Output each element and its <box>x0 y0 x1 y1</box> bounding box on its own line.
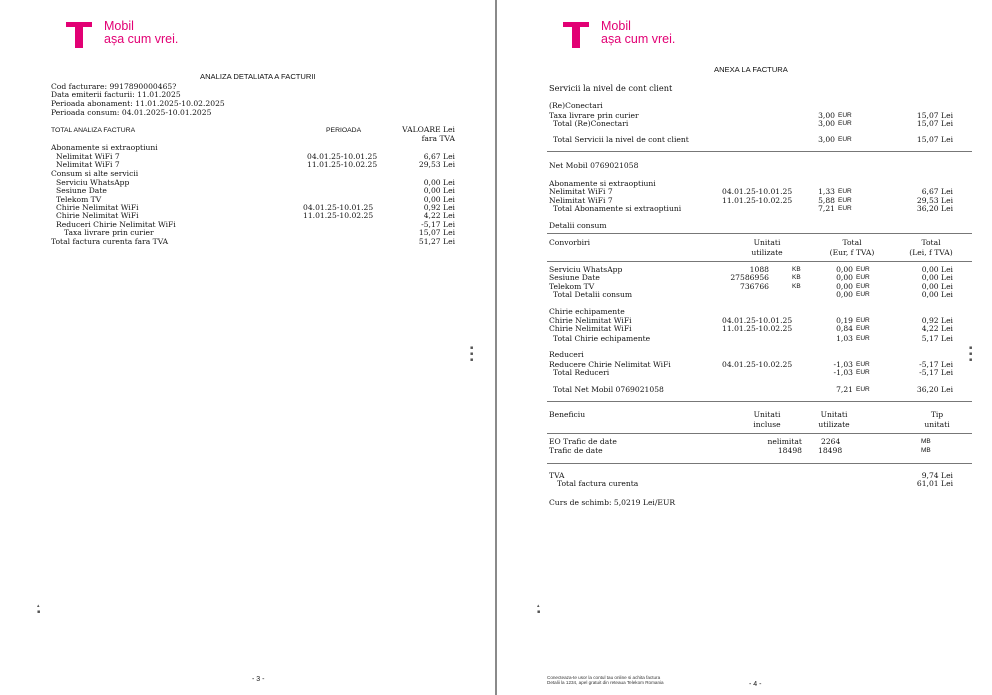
row-value: 0,00 Lei <box>423 195 455 204</box>
subtotal-currency: EUR <box>838 205 852 212</box>
row-period: 11.01.25-10.02.25 <box>722 324 793 333</box>
logo-slogan: Mobil așa cum vrei. <box>601 19 676 46</box>
row-lei: 4,22 Lei <box>921 324 953 333</box>
row-label: Serviciu WhatsApp <box>549 265 623 274</box>
row-tip: MB <box>921 438 931 445</box>
row-value: 0,00 Lei <box>423 186 455 195</box>
col-header-convorbiri: Convorbiri <box>549 238 591 247</box>
t-logo-icon <box>66 18 92 48</box>
total-value: 51,27 Lei <box>418 237 455 246</box>
subtotal-lei: 5,17 Lei <box>921 334 953 343</box>
col-header-incluse: Unitati <box>753 410 781 419</box>
info-line: Perioada consum: 04.01.2025-10.01.2025 <box>51 108 212 117</box>
side-mark: ▪ ▪ ▪ <box>470 345 474 363</box>
divider <box>547 261 972 262</box>
info-line: Data emiterii facturii: 11.01.2025 <box>51 90 181 99</box>
row-label: EO Trafic de date <box>549 437 617 446</box>
row-label: Nelimitat WiFi 7 <box>549 187 613 196</box>
row-period: 04.01.25-10.02.25 <box>722 360 793 369</box>
row-label: Sesiune Date <box>56 186 107 195</box>
divider <box>547 463 972 464</box>
row-currency: EUR <box>856 266 870 273</box>
group-title: Chirie echipamente <box>549 307 625 316</box>
subtotal-lei: 36,20 Lei <box>916 204 953 213</box>
subtotal-eur: 3,00 <box>818 119 835 128</box>
row-period: 04.01.25-10.01.25 <box>722 187 793 196</box>
subtotal-label: Total Chirie echipamente <box>553 334 651 343</box>
factura-total-label: Total factura curenta <box>557 479 639 488</box>
row-utilizate: 2264 <box>821 437 841 446</box>
row-currency: EUR <box>838 197 852 204</box>
row-currency: EUR <box>838 188 852 195</box>
row-lei: 0,92 Lei <box>921 316 953 325</box>
row-label: Telekom TV <box>549 282 595 291</box>
col-header-tip-sub: unitati <box>924 420 950 429</box>
col-header-incluse-sub: incluse <box>753 420 781 429</box>
svc-total-lei: 15,07 Lei <box>916 135 953 144</box>
total-label: Total factura curenta fara TVA <box>51 237 169 246</box>
row-lei: 29,53 Lei <box>916 196 953 205</box>
tva-value: 9,74 Lei <box>921 471 953 480</box>
col-header-beneficiu: Beneficiu <box>549 410 586 419</box>
row-value: 0,92 Lei <box>423 203 455 212</box>
row-units: 736766 <box>740 282 769 291</box>
section-title: Abonamente si extraoptiuni <box>51 143 158 152</box>
row-units: 27586956 <box>730 273 769 282</box>
footer-line: Detalii la 1234, apel gratuit din reteaua Telekom Romania <box>547 680 664 685</box>
row-incluse: 18498 <box>777 446 802 455</box>
subtotal-label: Total Abonamente si extraoptiuni <box>553 204 682 213</box>
subtotal-eur: -1,03 <box>833 368 853 377</box>
row-period: 04.01.25-10.01.25 <box>307 152 378 161</box>
divider <box>547 233 972 234</box>
divider <box>547 433 972 434</box>
col-header-lei: Total <box>921 238 941 247</box>
col-header-utilizate: Unitati <box>820 410 848 419</box>
row-eur: 0,84 <box>836 324 853 333</box>
invoice-page-4 <box>497 0 992 695</box>
page-title: ANALIZA DETALIATA A FACTURII <box>200 72 316 81</box>
subtotal-currency: EUR <box>856 291 870 298</box>
side-mark: ▪ ▪ ▪ <box>969 345 973 363</box>
group-title: Reduceri <box>549 350 584 359</box>
section-title: Consum si alte servicii <box>51 169 139 178</box>
subtotal-lei: 0,00 Lei <box>921 290 953 299</box>
row-lei: -5,17 Lei <box>919 360 953 369</box>
footer-line: Conecteaza-te usor la contul tau online si achita factura <box>547 675 661 680</box>
row-label: Serviciu WhatsApp <box>56 178 130 187</box>
svc-total-label: Total Servicii la nivel de cont client <box>553 135 689 144</box>
svc-total-eur: 3,00 <box>818 135 835 144</box>
row-currency: EUR <box>856 325 870 332</box>
row-period: 11.01.25-10.02.25 <box>303 211 374 220</box>
row-unit: KB <box>792 274 801 281</box>
row-label: Trafic de date <box>549 446 603 455</box>
row-utilizate: 18498 <box>818 446 843 455</box>
info-line: Perioada abonament: 11.01.2025-10.02.2025 <box>51 99 225 108</box>
logo-slogan: Mobil așa cum vrei. <box>104 19 179 46</box>
net-total-label: Total Net Mobil 0769021058 <box>553 385 664 394</box>
row-lei: 15,07 Lei <box>916 111 953 120</box>
col-header-lei-sub: (Lei, f TVA) <box>909 248 953 257</box>
row-label: Taxa livrare prin curier <box>549 111 639 120</box>
row-period: 04.01.25-10.01.25 <box>722 316 793 325</box>
row-value: 0,00 Lei <box>423 178 455 187</box>
row-label: Chirie Nelimitat WiFi <box>549 316 632 325</box>
row-value: -5,17 Lei <box>421 220 455 229</box>
row-period: 11.01.25-10.02.25 <box>722 196 793 205</box>
row-label: Chirie Nelimitat WiFi <box>56 203 139 212</box>
subtotal-lei: 15,07 Lei <box>916 119 953 128</box>
row-label: Reduceri Chirie Nelimitat WiFi <box>56 220 176 229</box>
row-eur: 0,00 <box>836 282 853 291</box>
row-lei: 0,00 Lei <box>921 265 953 274</box>
col-header-tip: Tip <box>930 410 944 419</box>
col-header-value: VALOARE Lei <box>402 125 455 134</box>
row-label: Nelimitat WiFi 7 <box>56 152 120 161</box>
telekom-logo <box>66 18 178 48</box>
side-mark: ▴ ▪ <box>37 603 41 615</box>
subtotal-label: Total Detalii consum <box>553 290 633 299</box>
subtotal-eur: 7,21 <box>818 204 835 213</box>
col-header-total: TOTAL ANALIZA FACTURA <box>51 127 136 134</box>
page-number: - 4 - <box>749 681 762 688</box>
row-eur: 0,00 <box>836 273 853 282</box>
divider <box>547 401 972 402</box>
row-currency: EUR <box>856 317 870 324</box>
svc-total-currency: EUR <box>838 136 852 143</box>
row-label: Sesiune Date <box>549 273 600 282</box>
row-value: 15,07 Lei <box>418 228 455 237</box>
net-total-currency: EUR <box>856 386 870 393</box>
row-currency: EUR <box>856 274 870 281</box>
subtotal-currency: EUR <box>856 335 870 342</box>
row-units: 1088 <box>749 265 769 274</box>
row-eur: 1,33 <box>818 187 835 196</box>
subtotal-eur: 0,00 <box>836 290 853 299</box>
group-title: (Re)Conectari <box>549 101 603 110</box>
col-header-eur-sub: (Eur, f TVA) <box>829 248 875 257</box>
row-currency: EUR <box>838 112 852 119</box>
subtotal-label: Total (Re)Conectari <box>553 119 629 128</box>
subtotal-eur: 1,03 <box>836 334 853 343</box>
row-label: Reducere Chirie Nelimitat WiFi <box>549 360 671 369</box>
col-header-units-sub: utilizate <box>751 248 783 257</box>
row-label: Chirie Nelimitat WiFi <box>56 211 139 220</box>
row-currency: EUR <box>856 283 870 290</box>
subtotal-label: Total Reduceri <box>553 368 610 377</box>
row-period: 04.01.25-10.01.25 <box>303 203 374 212</box>
subtotal-currency: EUR <box>838 120 852 127</box>
row-tip: MB <box>921 447 931 454</box>
section-heading: Servicii la nivel de cont client <box>549 83 673 93</box>
net-mobil-title: Net Mobil 0769021058 <box>549 161 639 170</box>
col-header-units: Unitati <box>753 238 781 247</box>
row-label: Nelimitat WiFi 7 <box>549 196 613 205</box>
info-line: Cod facturare: 9917890000465? <box>51 82 177 91</box>
row-eur: 0,00 <box>836 265 853 274</box>
row-value: 29,53 Lei <box>418 160 455 169</box>
subtotal-lei: -5,17 Lei <box>919 368 953 377</box>
net-total-lei: 36,20 Lei <box>916 385 953 394</box>
col-header-value-sub: fara TVA <box>421 134 455 143</box>
side-mark: ▴ ▪ <box>537 603 541 615</box>
divider <box>547 151 972 152</box>
page-title: ANEXA LA FACTURA <box>714 65 788 74</box>
subtotal-currency: EUR <box>856 369 870 376</box>
col-header-eur: Total <box>842 238 862 247</box>
row-lei: 0,00 Lei <box>921 282 953 291</box>
row-label: Telekom TV <box>56 195 102 204</box>
row-lei: 6,67 Lei <box>921 187 953 196</box>
net-total-eur: 7,21 <box>836 385 853 394</box>
row-unit: KB <box>792 283 801 290</box>
row-label: Chirie Nelimitat WiFi <box>549 324 632 333</box>
row-incluse: nelimitat <box>767 437 802 446</box>
row-eur: 3,00 <box>818 111 835 120</box>
invoice-page-3 <box>0 0 495 695</box>
col-header-utilizate-sub: utilizate <box>818 420 850 429</box>
row-label: Taxa livrare prin curier <box>64 228 154 237</box>
row-eur: -1,03 <box>833 360 853 369</box>
row-label: Nelimitat WiFi 7 <box>56 160 120 169</box>
row-eur: 5,88 <box>818 196 835 205</box>
row-lei: 0,00 Lei <box>921 273 953 282</box>
row-currency: EUR <box>856 361 870 368</box>
col-header-period: PERIOADA <box>326 127 362 134</box>
tva-label: TVA <box>549 471 565 480</box>
detalii-title: Detalii consum <box>549 221 607 230</box>
telekom-logo <box>563 18 675 48</box>
page-number: - 3 - <box>252 676 265 683</box>
exchange-rate: Curs de schimb: 5,0219 Lei/EUR <box>549 498 676 507</box>
t-logo-icon <box>563 18 589 48</box>
row-value: 4,22 Lei <box>423 211 455 220</box>
row-unit: KB <box>792 266 801 273</box>
row-period: 11.01.25-10.02.25 <box>307 160 378 169</box>
group-title: Abonamente si extraoptiuni <box>549 179 656 188</box>
factura-total-value: 61,01 Lei <box>916 479 953 488</box>
row-eur: 0,19 <box>836 316 853 325</box>
row-value: 6,67 Lei <box>423 152 455 161</box>
